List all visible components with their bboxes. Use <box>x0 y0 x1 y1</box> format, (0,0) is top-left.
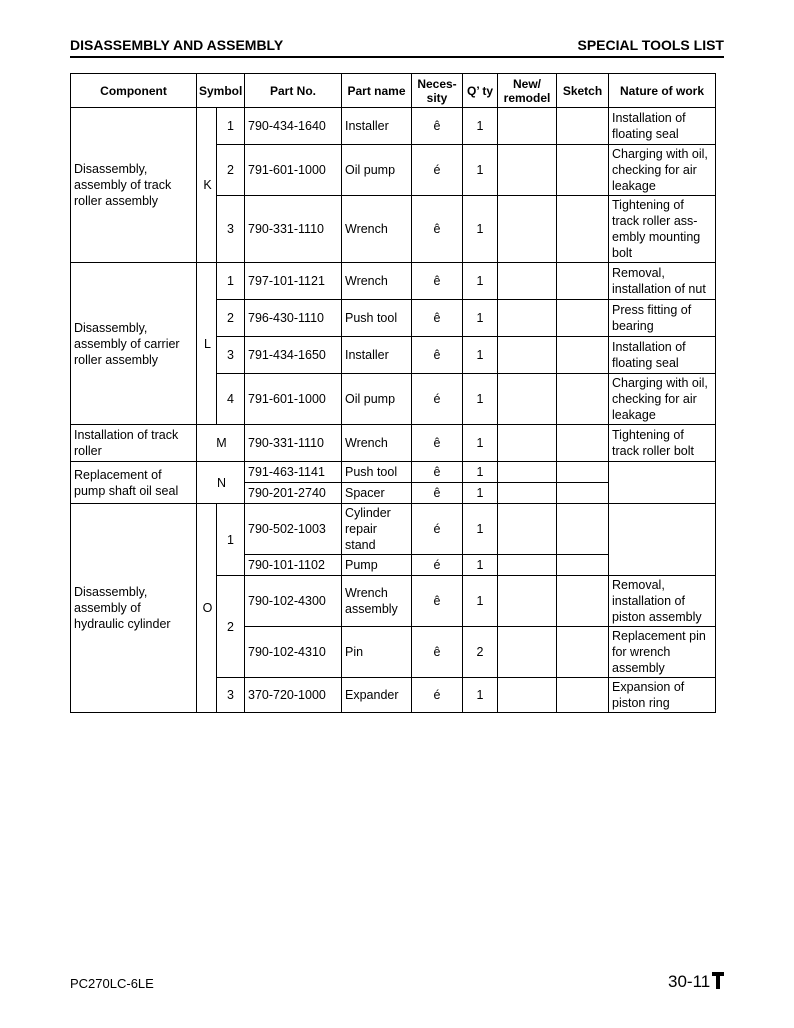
item-number-cell: 1 <box>217 108 245 145</box>
page-number: 30-11 <box>668 972 711 991</box>
necessity-cell: ê <box>412 425 463 462</box>
qty-cell: 1 <box>463 678 498 713</box>
component-cell: Replacement of pump shaft oil seal <box>71 462 197 504</box>
chapter-title: SPECIAL TOOLS LIST <box>577 37 724 53</box>
qty-cell: 1 <box>463 576 498 627</box>
sketch-cell <box>557 263 609 300</box>
part-name-cell: Wrench assembly <box>342 576 412 627</box>
nature-cell: Expansion of piston ring <box>609 678 716 713</box>
col-nature: Nature of work <box>609 74 716 108</box>
item-number-cell: 2 <box>217 145 245 196</box>
table-row <box>71 504 716 555</box>
sketch-cell <box>557 425 609 462</box>
new-remodel-cell <box>498 374 557 425</box>
sketch-cell <box>557 300 609 337</box>
part-no-cell: 790-102-4300 <box>245 576 342 627</box>
part-no-cell: 790-201-2740 <box>245 483 342 504</box>
item-number-cell: 4 <box>217 374 245 425</box>
nature-cell <box>609 462 716 504</box>
nature-cell: Charging with oil, checking for air leakage <box>609 374 716 425</box>
nature-cell: Press fitting of bearing <box>609 300 716 337</box>
new-remodel-cell <box>498 504 557 555</box>
part-name-cell: Oil pump <box>342 145 412 196</box>
part-no-cell: 797-101-1121 <box>245 263 342 300</box>
nature-cell: Tightening of track roller bolt <box>609 425 716 462</box>
qty-cell: 1 <box>463 555 498 576</box>
model-number: PC270LC-6LE <box>70 976 154 991</box>
section-title: DISASSEMBLY AND ASSEMBLY <box>70 37 284 53</box>
special-tools-table <box>70 73 716 713</box>
sketch-cell <box>557 555 609 576</box>
necessity-cell: é <box>412 555 463 576</box>
part-name-cell: Pump <box>342 555 412 576</box>
item-number-cell: 3 <box>217 337 245 374</box>
part-name-cell: Installer <box>342 337 412 374</box>
col-component: Component <box>71 74 197 108</box>
new-remodel-cell <box>498 337 557 374</box>
qty-cell: 1 <box>463 196 498 263</box>
nature-cell: Replacement pin for wrench assembly <box>609 627 716 678</box>
necessity-cell: ê <box>412 462 463 483</box>
item-number-cell: 2 <box>217 576 245 678</box>
qty-cell: 1 <box>463 300 498 337</box>
part-name-cell: Cylinder repair stand <box>342 504 412 555</box>
part-name-cell: Pin <box>342 627 412 678</box>
necessity-cell: ê <box>412 337 463 374</box>
qty-cell: 1 <box>463 337 498 374</box>
qty-cell: 1 <box>463 145 498 196</box>
col-new-remodel: New/ remodel <box>498 74 557 108</box>
col-sketch: Sketch <box>557 74 609 108</box>
new-remodel-cell <box>498 627 557 678</box>
sketch-cell <box>557 145 609 196</box>
nature-cell: Tightening of track roller ass- embly mounting bolt <box>609 196 716 263</box>
qty-cell: 1 <box>463 462 498 483</box>
component-cell: Disassembly, assembly of carrier roller assembly <box>71 263 197 425</box>
new-remodel-cell <box>498 678 557 713</box>
part-no-cell: 791-434-1650 <box>245 337 342 374</box>
necessity-cell: ê <box>412 196 463 263</box>
sketch-cell <box>557 462 609 483</box>
col-necessity: Neces- sity <box>412 74 463 108</box>
part-no-cell: 790-331-1110 <box>245 425 342 462</box>
necessity-cell: ê <box>412 108 463 145</box>
qty-cell: 2 <box>463 627 498 678</box>
part-no-cell: 790-101-1102 <box>245 555 342 576</box>
component-cell: Disassembly, assembly of track roller assembly <box>71 108 197 263</box>
new-remodel-cell <box>498 263 557 300</box>
item-number-cell: 3 <box>217 678 245 713</box>
part-no-cell: 790-102-4310 <box>245 627 342 678</box>
nature-cell: Removal, installation of piston assembly <box>609 576 716 627</box>
new-remodel-cell <box>498 425 557 462</box>
sketch-cell <box>557 108 609 145</box>
part-no-cell: 370-720-1000 <box>245 678 342 713</box>
document-icon <box>711 971 725 990</box>
sketch-cell <box>557 196 609 263</box>
table-row <box>71 462 716 483</box>
table-row <box>71 263 716 300</box>
col-part-name: Part name <box>342 74 412 108</box>
col-qty: Q’ ty <box>463 74 498 108</box>
part-name-cell: Expander <box>342 678 412 713</box>
sketch-cell <box>557 504 609 555</box>
necessity-cell: é <box>412 374 463 425</box>
col-symbol: Symbol <box>197 74 245 108</box>
nature-cell: Removal, installation of nut <box>609 263 716 300</box>
part-no-cell: 790-331-1110 <box>245 196 342 263</box>
part-no-cell: 796-430-1110 <box>245 300 342 337</box>
nature-cell: Charging with oil, checking for air leakage <box>609 145 716 196</box>
nature-cell: Installation of floating seal <box>609 337 716 374</box>
necessity-cell: é <box>412 504 463 555</box>
symbol-cell: M <box>197 425 245 462</box>
qty-cell: 1 <box>463 374 498 425</box>
necessity-cell: ê <box>412 483 463 504</box>
sketch-cell <box>557 627 609 678</box>
symbol-cell: O <box>197 504 217 713</box>
new-remodel-cell <box>498 576 557 627</box>
necessity-cell: ê <box>412 627 463 678</box>
part-no-cell: 791-601-1000 <box>245 145 342 196</box>
item-number-cell: 1 <box>217 263 245 300</box>
component-cell: Installation of track roller <box>71 425 197 462</box>
necessity-cell: ê <box>412 576 463 627</box>
col-part-no: Part No. <box>245 74 342 108</box>
qty-cell: 1 <box>463 504 498 555</box>
new-remodel-cell <box>498 483 557 504</box>
symbol-cell: N <box>197 462 245 504</box>
sketch-cell <box>557 337 609 374</box>
necessity-cell: ê <box>412 300 463 337</box>
component-cell: Disassembly, assembly of hydraulic cylinder <box>71 504 197 713</box>
new-remodel-cell <box>498 196 557 263</box>
table-header-row <box>71 74 716 108</box>
new-remodel-cell <box>498 462 557 483</box>
symbol-cell: L <box>197 263 217 425</box>
part-name-cell: Push tool <box>342 300 412 337</box>
part-name-cell: Spacer <box>342 483 412 504</box>
sketch-cell <box>557 483 609 504</box>
new-remodel-cell <box>498 108 557 145</box>
nature-cell <box>609 504 716 576</box>
part-name-cell: Installer <box>342 108 412 145</box>
necessity-cell: ê <box>412 263 463 300</box>
part-no-cell: 790-502-1003 <box>245 504 342 555</box>
qty-cell: 1 <box>463 263 498 300</box>
part-no-cell: 790-434-1640 <box>245 108 342 145</box>
symbol-cell: K <box>197 108 217 263</box>
nature-cell: Installation of floating seal <box>609 108 716 145</box>
qty-cell: 1 <box>463 108 498 145</box>
header-rule <box>70 56 724 58</box>
sketch-cell <box>557 374 609 425</box>
part-name-cell: Wrench <box>342 425 412 462</box>
sketch-cell <box>557 678 609 713</box>
new-remodel-cell <box>498 555 557 576</box>
item-number-cell: 3 <box>217 196 245 263</box>
item-number-cell: 1 <box>217 504 245 576</box>
table-row <box>71 425 716 462</box>
table-row <box>71 108 716 145</box>
item-number-cell: 2 <box>217 300 245 337</box>
part-no-cell: 791-601-1000 <box>245 374 342 425</box>
part-name-cell: Wrench <box>342 196 412 263</box>
new-remodel-cell <box>498 300 557 337</box>
part-name-cell: Oil pump <box>342 374 412 425</box>
necessity-cell: é <box>412 145 463 196</box>
qty-cell: 1 <box>463 425 498 462</box>
part-name-cell: Push tool <box>342 462 412 483</box>
sketch-cell <box>557 576 609 627</box>
part-name-cell: Wrench <box>342 263 412 300</box>
new-remodel-cell <box>498 145 557 196</box>
necessity-cell: é <box>412 678 463 713</box>
qty-cell: 1 <box>463 483 498 504</box>
part-no-cell: 791-463-1141 <box>245 462 342 483</box>
